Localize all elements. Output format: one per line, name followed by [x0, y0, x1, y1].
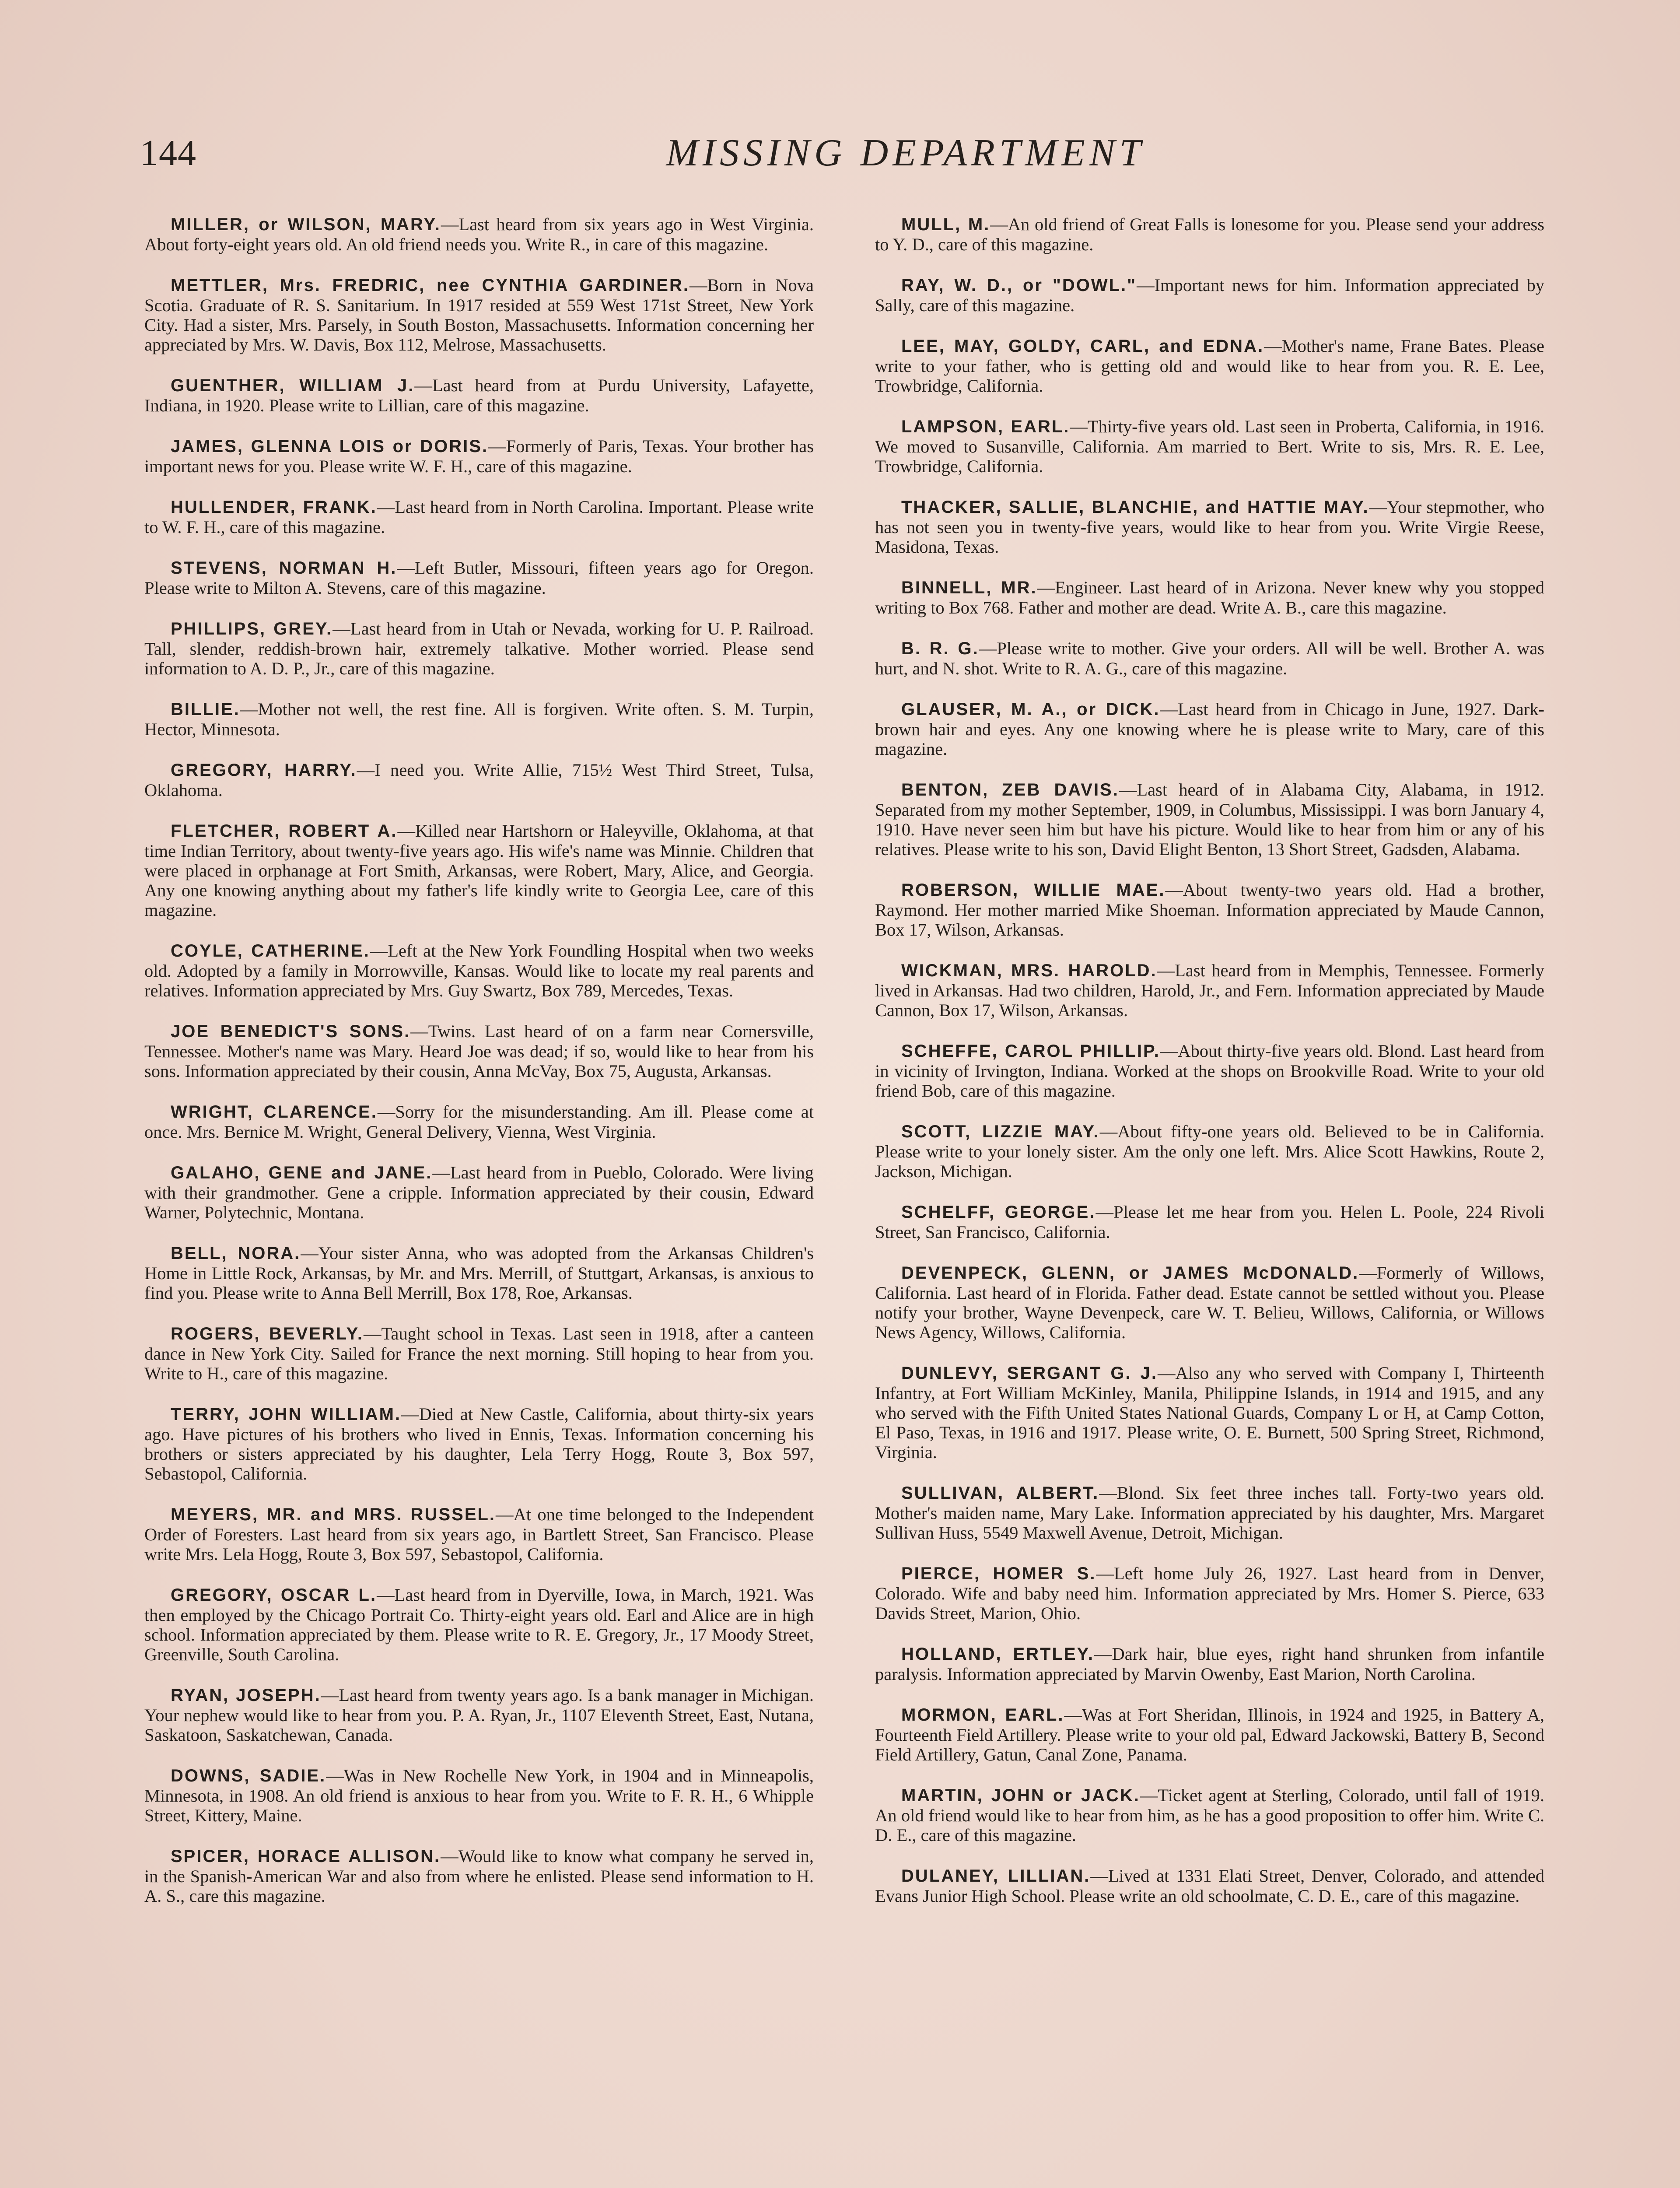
entry-text: —Sorry for the misunderstanding. Am ill. Please come at once. Mrs. Bernice M. Wright, General Delivery, Vienna, West Virginia.: [144, 1102, 814, 1142]
missing-person-entry: [875, 1363, 1544, 1462]
left-column: [144, 214, 814, 1927]
entry-text: —Left Butler, Missouri, fifteen years ago for Oregon. Please write to Milton A. Stevens, care of this magazine.: [144, 558, 814, 598]
entry-name: BELL, NORA.: [171, 1244, 301, 1263]
entry-name: GLAUSER, M. A., or DICK.: [901, 700, 1160, 719]
missing-person-entry: [875, 1705, 1544, 1764]
entry-name: ROBERSON, WILLIE MAE.: [901, 880, 1166, 900]
missing-person-entry: [144, 699, 814, 739]
missing-person-entry: [875, 699, 1544, 759]
entry-text: —Ticket agent at Sterling, Colorado, until fall of 1919. An old friend would like to hear from him, as he has a good proposition to offer him. Write C. D. E., care of this magazine.: [875, 1785, 1544, 1845]
missing-person-entry: [875, 961, 1544, 1020]
entry-text: —About fifty-one years old. Believed to be in California. Please write to your lonely sister. Am the only one left. Mrs. Alice Scott Hawkins, Route 2, Jackson, Michigan.: [875, 1122, 1544, 1181]
entry-text: —About thirty-five years old. Blond. Last heard from in vicinity of Irvington, Indiana. Worked at the shops on Brookville Road. Write to your old friend Bob, care of this magazine.: [875, 1041, 1544, 1101]
entry-text: —Please write to mother. Give your orders. All will be well. Brother A. was hurt, and N. shot. Write to R. A. G., care of this magazine.: [875, 638, 1545, 678]
missing-person-entry: [875, 1564, 1544, 1623]
entry-text: —Engineer. Last heard of in Arizona. Never knew why you stopped writing to Box 768. Father and mother are dead. Write A. B., care this magazine.: [875, 578, 1544, 617]
entry-text: —Was in New Rochelle New York, in 1904 and in Minneapolis, Minnesota, in 1908. An old friend is anxious to hear from you. Write to F. R. H., 6 Whipple Street, Kittery, Maine.: [144, 1766, 814, 1825]
missing-person-entry: [875, 275, 1544, 315]
entry-text: —Last heard from in Dyerville, Iowa, in March, 1921. Was then employed by the Chicago Portrait Co. Thirty-eight years old. Earl and Alice are in high school. Information appreciated by them. Please write to R. E. Gregory, Jr., 17 Moody Street, Greenville, South Carolina.: [144, 1585, 814, 1664]
entry-text: —Also any who served with Company I, Thirteenth Infantry, at Fort William McKinley, Manila, Philippine Islands, in 1914 and 1915, and any who served with the Fifth United States National Guards, Company L or H, at Camp Cotton, El Paso, Texas, in 1916 and 1917. Please write, O. E. Burnett, 500 Spring Street, Richmond, Virginia.: [875, 1363, 1544, 1462]
missing-person-entry: [875, 497, 1544, 557]
entry-name: SULLIVAN, ALBERT.: [901, 1483, 1099, 1503]
entry-text: —Left home July 26, 1927. Last heard from in Denver, Colorado. Wife and baby need him. Information appreciated by Mrs. Homer S. Pierce, 633 Davids Street, Marion, Ohio.: [875, 1564, 1545, 1623]
missing-person-entry: [875, 638, 1544, 678]
entry-text: —Dark hair, blue eyes, right hand shrunken from infantile paralysis. Information appreciated by Marvin Owenby, East Marion, North Carolina.: [875, 1644, 1544, 1684]
missing-person-entry: [144, 1021, 814, 1081]
missing-person-entry: [875, 1483, 1544, 1543]
entry-text: —Last heard from in Utah or Nevada, working for U. P. Railroad. Tall, slender, reddish-brown hair, extremely talkative. Mother worried. Please send information to A. D. P., Jr., care of this magazine.: [144, 619, 814, 678]
missing-person-entry: [144, 1243, 814, 1303]
entry-text: —Formerly of Willows, California. Last heard of in Florida. Father dead. Estate cannot be settled without you. Please notify your brother, Wayne Devenpeck, care W. T. Belieu, Willows, California, or Willows News Agency, Willows, California.: [875, 1263, 1544, 1342]
entry-text: —Mother not well, the rest fine. All is forgiven. Write often. S. M. Turpin, Hector, Minnesota.: [144, 699, 814, 739]
missing-person-entry: [144, 1102, 814, 1142]
missing-person-entry: [144, 375, 814, 415]
entry-name: RAY, W. D., or "DOWL.": [901, 276, 1137, 295]
entry-text: —Last heard from twenty years ago. Is a bank manager in Michigan. Your nephew would like to hear from you. P. A. Ryan, Jr., 1107 Eleventh Street, East, Nutana, Saskatoon, Saskatchewan, Canada.: [144, 1685, 814, 1745]
missing-person-entry: [875, 417, 1544, 476]
entry-name: JAMES, GLENNA LOIS or DORIS.: [171, 437, 489, 456]
missing-person-entry: [875, 214, 1544, 254]
missing-person-entry: [144, 1504, 814, 1564]
page-header: [140, 131, 1540, 184]
entry-name: MULL, M.: [901, 215, 990, 234]
entry-text: —At one time belonged to the Independent Order of Foresters. Last heard from six years ago, in Bartlett Street, San Francisco. Please write Mrs. Lela Hogg, Route 3, Box 597, Sebastopol, California.: [144, 1504, 814, 1564]
entry-text: —Thirty-five years old. Last seen in Proberta, California, in 1916. We moved to Susanville, California. Am married to Bert. Write to sis, Mrs. R. E. Lee, Trowbridge, California.: [875, 417, 1544, 476]
missing-person-entry: [144, 275, 814, 354]
entry-name: HULLENDER, FRANK.: [171, 498, 377, 517]
entry-text: —Formerly of Paris, Texas. Your brother has important news for you. Please write W. F. H., care of this magazine.: [144, 436, 814, 476]
entry-text: —About twenty-two years old. Had a brother, Raymond. Her mother married Mike Shoeman. Information appreciated by Maude Cannon, Box 17, Wilson, Arkansas.: [875, 880, 1544, 940]
entry-name: STEVENS, NORMAN H.: [171, 558, 397, 578]
entry-text: —Last heard from in Chicago in June, 1927. Dark-brown hair and eyes. Any one knowing where he is please write to Mary, care of this magazine.: [875, 699, 1544, 759]
missing-person-entry: [875, 1263, 1544, 1342]
missing-person-entry: [144, 1585, 814, 1664]
entry-name: COYLE, CATHERINE.: [171, 941, 370, 961]
entry-name: SCHEFFE, CAROL PHILLIP.: [901, 1041, 1160, 1061]
missing-person-entry: [875, 780, 1544, 859]
missing-person-entry: [144, 821, 814, 920]
entry-text: —I need you. Write Allie, 715½ West Third Street, Tulsa, Oklahoma.: [144, 760, 814, 800]
missing-person-entry: [144, 1685, 814, 1745]
entry-text: —Last heard from six years ago in West Virginia. About forty-eight years old. An old friend needs you. Write R., in care of this magazine.: [144, 214, 814, 254]
entry-name: TERRY, JOHN WILLIAM.: [171, 1405, 402, 1424]
entry-name: WRIGHT, CLARENCE.: [171, 1102, 378, 1122]
entry-text: —Would like to know what company he served in, in the Spanish-American War and also from where he enlisted. Please send information to H. A. S., care this magazine.: [144, 1846, 814, 1906]
entry-text: —Killed near Hartshorn or Haleyville, Oklahoma, at that time Indian Territory, about twenty-five years ago. His wife's name was Minnie. Children that were placed in orphanage at Fort Smith, Arkansas, were Robert, Mary, Alice, and Georgia. Any one knowing anything about my father's life kindly write to Georgia Lee, care of this magazine.: [144, 821, 814, 920]
missing-person-entry: [875, 1644, 1544, 1684]
entry-text: —Died at New Castle, California, about thirty-six years ago. Have pictures of his brothers who lived in Ennis, Texas. Information concerning his brothers or sisters appreciated by his daughter, Lela Terry Hogg, Route 3, Box 597, Sebastopol, California.: [144, 1404, 814, 1483]
entry-name: DULANEY, LILLIAN.: [901, 1866, 1091, 1886]
entry-text: —Mother's name, Frane Bates. Please write to your father, who is getting old and would like to hear from you. R. E. Lee, Trowbridge, California.: [875, 336, 1544, 396]
missing-person-entry: [144, 1404, 814, 1483]
entry-name: WICKMAN, MRS. HAROLD.: [901, 961, 1157, 980]
entry-text: —Last heard from in North Carolina. Important. Please write to W. F. H., care of this magazine.: [144, 497, 814, 537]
missing-person-entry: [875, 880, 1544, 940]
missing-person-entry: [144, 436, 814, 476]
entry-name: BINNELL, MR.: [901, 578, 1037, 597]
entry-name: PHILLIPS, GREY.: [171, 619, 333, 638]
missing-person-entry: [144, 1766, 814, 1825]
entry-name: FLETCHER, ROBERT A.: [171, 821, 398, 841]
missing-person-entry: [144, 1324, 814, 1383]
entry-text: —Last heard from in Memphis, Tennessee. Formerly lived in Arkansas. Had two children, Harold, Jr., and Fern. Information appreciated by Maude Cannon, Box 17, Wilson, Arkansas.: [875, 961, 1544, 1020]
missing-person-entry: [875, 578, 1544, 617]
missing-person-entry: [875, 1041, 1544, 1101]
missing-person-entry: [144, 1846, 814, 1906]
entry-name: GREGORY, HARRY.: [171, 761, 357, 780]
entry-text: —Last heard from at Purdu University, Lafayette, Indiana, in 1920. Please write to Lillian, care of this magazine.: [144, 375, 814, 415]
page-number: 144: [140, 133, 196, 173]
entry-text: —Born in Nova Scotia. Graduate of R. S. Sanitarium. In 1917 resided at 559 West 171st Street, New York City. Had a sister, Mrs. Parsely, in South Boston, Massachusetts. Information concerning her appreciated by Mrs. W. Davis, Box 112, Melrose, Massachusetts.: [144, 275, 814, 354]
missing-person-entry: [144, 619, 814, 678]
entry-name: MARTIN, JOHN or JACK.: [901, 1786, 1140, 1805]
entry-name: GUENTHER, WILLIAM J.: [171, 376, 415, 395]
entry-text: —Your sister Anna, who was adopted from the Arkansas Children's Home in Little Rock, Arkansas, by Mr. and Mrs. Merrill, of Stuttgart, Arkansas, is anxious to find you. Please write to Anna Bell Merrill, Box 178, Roe, Arkansas.: [144, 1243, 814, 1303]
entry-name: DEVENPECK, GLENN, or JAMES McDONALD.: [901, 1263, 1359, 1283]
missing-person-entry: [875, 1785, 1544, 1845]
missing-person-entry: [144, 497, 814, 537]
entry-text: —Was at Fort Sheridan, Illinois, in 1924 and 1925, in Battery A, Fourteenth Field Artillery. Please write to your old pal, Edward Jackowski, Battery B, Second Field Artillery, Gatun, Canal Zone, Panama.: [875, 1705, 1544, 1764]
entry-name: DOWNS, SADIE.: [171, 1766, 326, 1785]
entry-name: RYAN, JOSEPH.: [171, 1686, 321, 1705]
missing-person-entry: [144, 1163, 814, 1222]
entry-name: MEYERS, MR. and MRS. RUSSEL.: [171, 1505, 496, 1524]
entry-text: —Your stepmother, who has not seen you in twenty-five years, would like to hear from you. Write Virgie Reese, Masidona, Texas.: [875, 497, 1544, 557]
entry-name: METTLER, Mrs. FREDRIC, nee CYNTHIA GARDINER.: [171, 276, 690, 295]
entry-text: —Last heard of in Alabama City, Alabama, in 1912. Separated from my mother September, 1909, in Columbus, Mississippi. I was born January 4, 1910. Have never seen him but have his picture. Would like to hear from him or any of his relatives. Please write to his son, David Elight Benton, 13 Short Street, Gadsden, Alabama.: [875, 780, 1544, 859]
missing-person-entry: [144, 214, 814, 254]
missing-person-entry: [875, 1866, 1544, 1906]
right-column: [875, 214, 1544, 1927]
entry-name: JOE BENEDICT'S SONS.: [171, 1022, 411, 1041]
entry-name: SPICER, HORACE ALLISON.: [171, 1847, 441, 1866]
missing-person-entry: [144, 941, 814, 1000]
missing-person-entry: [875, 336, 1544, 396]
entry-text: —Left at the New York Foundling Hospital when two weeks old. Adopted by a family in Morrowville, Kansas. Would like to locate my real parents and relatives. Information appreciated by Mrs. Guy Swartz, Box 789, Mercedes, Texas.: [144, 941, 814, 1000]
entry-name: B. R. G.: [901, 639, 979, 658]
entry-text: —Important news for him. Information appreciated by Sally, care of this magazine.: [875, 275, 1544, 315]
entry-name: LAMPSON, EARL.: [901, 417, 1070, 436]
entry-name: DUNLEVY, SERGANT G. J.: [901, 1364, 1158, 1383]
entry-text: —An old friend of Great Falls is lonesome for you. Please send your address to Y. D., care of this magazine.: [875, 214, 1545, 254]
page-title: MISSING DEPARTMENT: [666, 132, 1145, 174]
entry-text: —Taught school in Texas. Last seen in 1918, after a canteen dance in New York City. Sailed for France the next morning. Still hoping to hear from you. Write to H., care of this magazine.: [144, 1324, 814, 1383]
entry-name: BENTON, ZEB DAVIS.: [901, 780, 1119, 799]
entry-name: GALAHO, GENE and JANE.: [171, 1163, 433, 1182]
entry-name: MILLER, or WILSON, MARY.: [171, 215, 441, 234]
entry-text: —Blond. Six feet three inches tall. Forty-two years old. Mother's maiden name, Mary Lake. Information appreciated by his daughter, Mrs. Margaret Sullivan Huss, 5549 Maxwell Avenue, Detroit, Michigan.: [875, 1483, 1544, 1543]
entry-name: GREGORY, OSCAR L.: [171, 1585, 377, 1605]
entry-name: BILLIE.: [171, 700, 240, 719]
entry-name: THACKER, SALLIE, BLANCHIE, and HATTIE MAY.: [901, 498, 1369, 517]
missing-person-entry: [875, 1202, 1544, 1242]
entry-text: —Please let me hear from you. Helen L. Poole, 224 Rivoli Street, San Francisco, California.: [875, 1202, 1544, 1242]
missing-person-entry: [875, 1122, 1544, 1181]
entry-name: MORMON, EARL.: [901, 1705, 1064, 1725]
entry-name: LEE, MAY, GOLDY, CARL, and EDNA.: [901, 337, 1264, 356]
entry-text: —Twins. Last heard of on a farm near Cornersville, Tennessee. Mother's name was Mary. Heard Joe was dead; if so, would like to hear from his sons. Information appreciated by their cousin, Anna McVay, Box 75, Augusta, Arkansas.: [144, 1021, 814, 1081]
entry-name: PIERCE, HOMER S.: [901, 1564, 1096, 1583]
entry-name: HOLLAND, ERTLEY.: [901, 1645, 1094, 1664]
entry-name: SCHELFF, GEORGE.: [901, 1203, 1096, 1222]
entry-text: —Lived at 1331 Elati Street, Denver, Colorado, and attended Evans Junior High School. Please write an old schoolmate, C. D. E., care of this magazine.: [875, 1866, 1544, 1906]
entry-text: —Last heard from in Pueblo, Colorado. Were living with their grandmother. Gene a cripple. Information appreciated by their cousin, Edward Warner, Polytechnic, Montana.: [144, 1163, 814, 1222]
entry-name: SCOTT, LIZZIE MAY.: [901, 1122, 1100, 1141]
missing-person-entry: [144, 760, 814, 800]
missing-person-entry: [144, 558, 814, 598]
entry-name: ROGERS, BEVERLY.: [171, 1324, 364, 1343]
